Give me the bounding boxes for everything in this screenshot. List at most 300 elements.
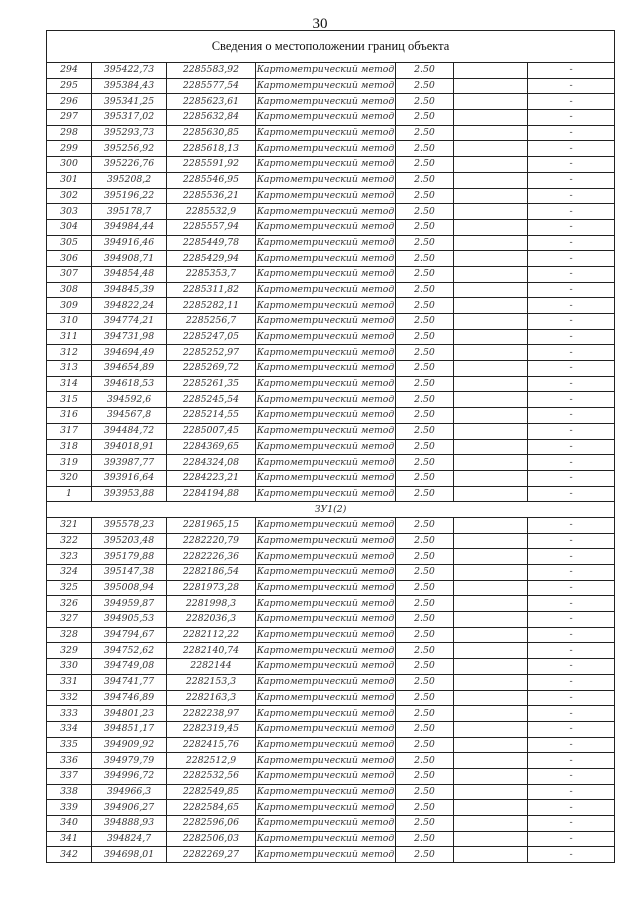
coord-x: 395178,7 [92,204,167,220]
coord-y: 2282319,45 [167,721,256,737]
method-cell: Картометрический метод [256,266,396,282]
coord-y: 2285532,9 [167,204,256,220]
method-cell: Картометрический метод [256,282,396,298]
coord-y: 2282506,03 [167,831,256,847]
precision-cell: 2.50 [396,831,454,847]
dash-cell: - [528,125,615,141]
dash-cell: - [528,392,615,408]
table-row [47,110,615,126]
point-number: 298 [47,125,92,141]
table-row [47,816,615,832]
precision-cell: 2.50 [396,721,454,737]
dash-cell: - [528,721,615,737]
method-cell: Картометрический метод [256,157,396,173]
dash-cell: - [528,549,615,565]
coord-x: 395203,48 [92,533,167,549]
coord-y: 2285632,84 [167,110,256,126]
coord-y: 2285618,13 [167,141,256,157]
coord-x: 395256,92 [92,141,167,157]
table-row [47,831,615,847]
dash-cell: - [528,847,615,863]
dash-cell: - [528,470,615,486]
coord-y: 2281965,15 [167,517,256,533]
empty-cell [454,329,528,345]
coord-x: 395008,94 [92,580,167,596]
boundary-coordinates-table [46,30,615,863]
precision-cell: 2.50 [396,486,454,502]
method-cell: Картометрический метод [256,298,396,314]
empty-cell [454,690,528,706]
coord-x: 394824,7 [92,831,167,847]
empty-cell [454,643,528,659]
table-row [47,361,615,377]
precision-cell: 2.50 [396,63,454,79]
point-number: 306 [47,251,92,267]
point-number: 334 [47,721,92,737]
dash-cell: - [528,63,615,79]
dash-cell: - [528,172,615,188]
coord-y: 2285591,92 [167,157,256,173]
empty-cell [454,298,528,314]
coord-x: 395208,2 [92,172,167,188]
coord-x: 394731,98 [92,329,167,345]
point-number: 326 [47,596,92,612]
method-cell: Картометрический метод [256,455,396,471]
coord-x: 394984,44 [92,219,167,235]
method-cell: Картометрический метод [256,847,396,863]
table-row [47,768,615,784]
dash-cell: - [528,486,615,502]
dash-cell: - [528,204,615,220]
empty-cell [454,204,528,220]
table-row [47,580,615,596]
coord-x: 394746,89 [92,690,167,706]
empty-cell [454,110,528,126]
table-row [47,314,615,330]
coord-x: 395147,38 [92,565,167,581]
precision-cell: 2.50 [396,141,454,157]
table-row [47,784,615,800]
boundary-table-container [46,30,614,863]
coord-x: 394694,49 [92,345,167,361]
table-row [47,753,615,769]
empty-cell [454,141,528,157]
method-cell: Картометрический метод [256,486,396,502]
empty-cell [454,470,528,486]
coord-y: 2285214,55 [167,408,256,424]
coord-y: 2285557,94 [167,219,256,235]
method-cell: Картометрический метод [256,784,396,800]
point-number: 319 [47,455,92,471]
dash-cell: - [528,674,615,690]
empty-cell [454,157,528,173]
table-title-row [47,31,615,63]
precision-cell: 2.50 [396,816,454,832]
point-number: 302 [47,188,92,204]
table-row [47,847,615,863]
precision-cell: 2.50 [396,423,454,439]
coord-y: 2285630,85 [167,125,256,141]
coord-y: 2282220,79 [167,533,256,549]
method-cell: Картометрический метод [256,612,396,628]
point-number: 342 [47,847,92,863]
point-number: 329 [47,643,92,659]
method-cell: Картометрический метод [256,235,396,251]
precision-cell: 2.50 [396,706,454,722]
empty-cell [454,721,528,737]
coord-x: 394794,67 [92,627,167,643]
method-cell: Картометрический метод [256,690,396,706]
empty-cell [454,627,528,643]
dash-cell: - [528,94,615,110]
precision-cell: 2.50 [396,235,454,251]
coord-y: 2285007,45 [167,423,256,439]
point-number: 300 [47,157,92,173]
coord-x: 394959,87 [92,596,167,612]
coord-x: 394774,21 [92,314,167,330]
precision-cell: 2.50 [396,282,454,298]
empty-cell [454,266,528,282]
point-number: 327 [47,612,92,628]
point-number: 330 [47,659,92,675]
dash-cell: - [528,627,615,643]
precision-cell: 2.50 [396,800,454,816]
dash-cell: - [528,784,615,800]
empty-cell [454,408,528,424]
coord-x: 393916,64 [92,470,167,486]
coord-y: 2282036,3 [167,612,256,628]
dash-cell: - [528,533,615,549]
coord-y: 2284324,08 [167,455,256,471]
precision-cell: 2.50 [396,78,454,94]
point-number: 317 [47,423,92,439]
point-number: 333 [47,706,92,722]
table-row [47,423,615,439]
empty-cell [454,361,528,377]
coord-y: 2285429,94 [167,251,256,267]
coord-y: 2285353,7 [167,266,256,282]
precision-cell: 2.50 [396,612,454,628]
method-cell: Картометрический метод [256,314,396,330]
dash-cell: - [528,737,615,753]
coord-x: 394752,62 [92,643,167,659]
dash-cell: - [528,282,615,298]
coord-y: 2285269,72 [167,361,256,377]
method-cell: Картометрический метод [256,706,396,722]
point-number: 340 [47,816,92,832]
coord-y: 2285247,05 [167,329,256,345]
precision-cell: 2.50 [396,455,454,471]
coord-y: 2282153,3 [167,674,256,690]
coord-x: 395422,73 [92,63,167,79]
point-number: 328 [47,627,92,643]
table-row [47,376,615,392]
coord-x: 394996,72 [92,768,167,784]
table-row [47,690,615,706]
coord-x: 394618,53 [92,376,167,392]
precision-cell: 2.50 [396,251,454,267]
empty-cell [454,282,528,298]
coord-x: 394698,01 [92,847,167,863]
point-number: 321 [47,517,92,533]
coord-y: 2282415,76 [167,737,256,753]
coord-y: 2282112,22 [167,627,256,643]
point-number: 303 [47,204,92,220]
coord-y: 2285252,97 [167,345,256,361]
method-cell: Картометрический метод [256,517,396,533]
empty-cell [454,63,528,79]
empty-cell [454,580,528,596]
table-row [47,706,615,722]
precision-cell: 2.50 [396,408,454,424]
coord-y: 2284223,21 [167,470,256,486]
section-label: ЗУ1(2) [47,502,615,518]
empty-cell [454,235,528,251]
precision-cell: 2.50 [396,439,454,455]
dash-cell: - [528,659,615,675]
precision-cell: 2.50 [396,753,454,769]
empty-cell [454,78,528,94]
method-cell: Картометрический метод [256,737,396,753]
precision-cell: 2.50 [396,125,454,141]
table-row [47,219,615,235]
precision-cell: 2.50 [396,204,454,220]
dash-cell: - [528,517,615,533]
section-row [47,502,615,518]
empty-cell [454,345,528,361]
coord-x: 395317,02 [92,110,167,126]
dash-cell: - [528,235,615,251]
dash-cell: - [528,596,615,612]
precision-cell: 2.50 [396,627,454,643]
dash-cell: - [528,612,615,628]
empty-cell [454,674,528,690]
precision-cell: 2.50 [396,266,454,282]
coord-x: 394801,23 [92,706,167,722]
empty-cell [454,125,528,141]
precision-cell: 2.50 [396,643,454,659]
table-row [47,188,615,204]
dash-cell: - [528,690,615,706]
coord-x: 394654,89 [92,361,167,377]
point-number: 331 [47,674,92,690]
coord-y: 2285245,54 [167,392,256,408]
coord-y: 2285623,61 [167,94,256,110]
empty-cell [454,784,528,800]
coord-x: 394845,39 [92,282,167,298]
table-row [47,533,615,549]
table-row [47,643,615,659]
method-cell: Картометрический метод [256,439,396,455]
table-row [47,549,615,565]
coord-x: 394567,8 [92,408,167,424]
coord-y: 2285256,7 [167,314,256,330]
table-row [47,345,615,361]
empty-cell [454,219,528,235]
empty-cell [454,314,528,330]
table-title: Сведения о местоположении границ объекта [47,31,615,63]
method-cell: Картометрический метод [256,831,396,847]
coord-y: 2281998,3 [167,596,256,612]
point-number: 312 [47,345,92,361]
table-row [47,470,615,486]
method-cell: Картометрический метод [256,674,396,690]
coord-y: 2282226,36 [167,549,256,565]
precision-cell: 2.50 [396,768,454,784]
precision-cell: 2.50 [396,659,454,675]
method-cell: Картометрический метод [256,141,396,157]
precision-cell: 2.50 [396,565,454,581]
point-number: 314 [47,376,92,392]
coord-x: 394906,27 [92,800,167,816]
table-row [47,282,615,298]
point-number: 309 [47,298,92,314]
method-cell: Картометрический метод [256,533,396,549]
empty-cell [454,753,528,769]
precision-cell: 2.50 [396,690,454,706]
method-cell: Картометрический метод [256,188,396,204]
coord-y: 2285536,21 [167,188,256,204]
coord-y: 2282238,97 [167,706,256,722]
precision-cell: 2.50 [396,94,454,110]
coord-x: 394822,24 [92,298,167,314]
precision-cell: 2.50 [396,172,454,188]
empty-cell [454,517,528,533]
coord-x: 394484,72 [92,423,167,439]
table-row [47,78,615,94]
point-number: 297 [47,110,92,126]
precision-cell: 2.50 [396,674,454,690]
coord-x: 394979,79 [92,753,167,769]
dash-cell: - [528,439,615,455]
empty-cell [454,706,528,722]
coord-x: 394592,6 [92,392,167,408]
method-cell: Картометрический метод [256,627,396,643]
table-row [47,266,615,282]
table-row [47,737,615,753]
dash-cell: - [528,706,615,722]
method-cell: Картометрический метод [256,376,396,392]
empty-cell [454,392,528,408]
precision-cell: 2.50 [396,329,454,345]
table-row [47,455,615,471]
page-number: 30 [312,16,328,32]
point-number: 1 [47,486,92,502]
dash-cell: - [528,831,615,847]
dash-cell: - [528,329,615,345]
table-row [47,674,615,690]
coord-y: 2282549,85 [167,784,256,800]
point-number: 339 [47,800,92,816]
point-number: 313 [47,361,92,377]
dash-cell: - [528,251,615,267]
precision-cell: 2.50 [396,110,454,126]
method-cell: Картометрический метод [256,800,396,816]
method-cell: Картометрический метод [256,361,396,377]
coord-x: 395293,73 [92,125,167,141]
precision-cell: 2.50 [396,470,454,486]
coord-y: 2282269,27 [167,847,256,863]
precision-cell: 2.50 [396,314,454,330]
point-number: 316 [47,408,92,424]
point-number: 296 [47,94,92,110]
coord-y: 2281973,28 [167,580,256,596]
coord-x: 395196,22 [92,188,167,204]
dash-cell: - [528,423,615,439]
empty-cell [454,816,528,832]
precision-cell: 2.50 [396,580,454,596]
method-cell: Картометрический метод [256,816,396,832]
table-row [47,141,615,157]
method-cell: Картометрический метод [256,408,396,424]
point-number: 311 [47,329,92,345]
method-cell: Картометрический метод [256,125,396,141]
coord-y: 2282186,54 [167,565,256,581]
precision-cell: 2.50 [396,549,454,565]
precision-cell: 2.50 [396,596,454,612]
dash-cell: - [528,455,615,471]
point-number: 324 [47,565,92,581]
coord-x: 394741,77 [92,674,167,690]
dash-cell: - [528,266,615,282]
empty-cell [454,800,528,816]
coord-y: 2285577,54 [167,78,256,94]
table-row [47,235,615,251]
method-cell: Картометрический метод [256,768,396,784]
coord-y: 2285311,82 [167,282,256,298]
coord-y: 2282584,65 [167,800,256,816]
coord-x: 394888,93 [92,816,167,832]
coord-y: 2282512,9 [167,753,256,769]
coord-x: 395179,88 [92,549,167,565]
method-cell: Картометрический метод [256,329,396,345]
point-number: 337 [47,768,92,784]
coord-y: 2282140,74 [167,643,256,659]
method-cell: Картометрический метод [256,204,396,220]
precision-cell: 2.50 [396,517,454,533]
point-number: 323 [47,549,92,565]
point-number: 304 [47,219,92,235]
table-row [47,517,615,533]
empty-cell [454,549,528,565]
method-cell: Картометрический метод [256,94,396,110]
empty-cell [454,596,528,612]
coord-y: 2284369,65 [167,439,256,455]
empty-cell [454,737,528,753]
table-row [47,298,615,314]
coord-x: 394018,91 [92,439,167,455]
dash-cell: - [528,314,615,330]
point-number: 295 [47,78,92,94]
point-number: 307 [47,266,92,282]
dash-cell: - [528,768,615,784]
precision-cell: 2.50 [396,533,454,549]
precision-cell: 2.50 [396,392,454,408]
table-row [47,157,615,173]
method-cell: Картометрический метод [256,643,396,659]
coord-x: 395226,76 [92,157,167,173]
coord-y: 2282163,3 [167,690,256,706]
method-cell: Картометрический метод [256,565,396,581]
coord-x: 394905,53 [92,612,167,628]
dash-cell: - [528,78,615,94]
table-row [47,392,615,408]
table-row [47,565,615,581]
point-number: 318 [47,439,92,455]
coord-y: 2285449,78 [167,235,256,251]
table-row [47,125,615,141]
method-cell: Картометрический метод [256,659,396,675]
